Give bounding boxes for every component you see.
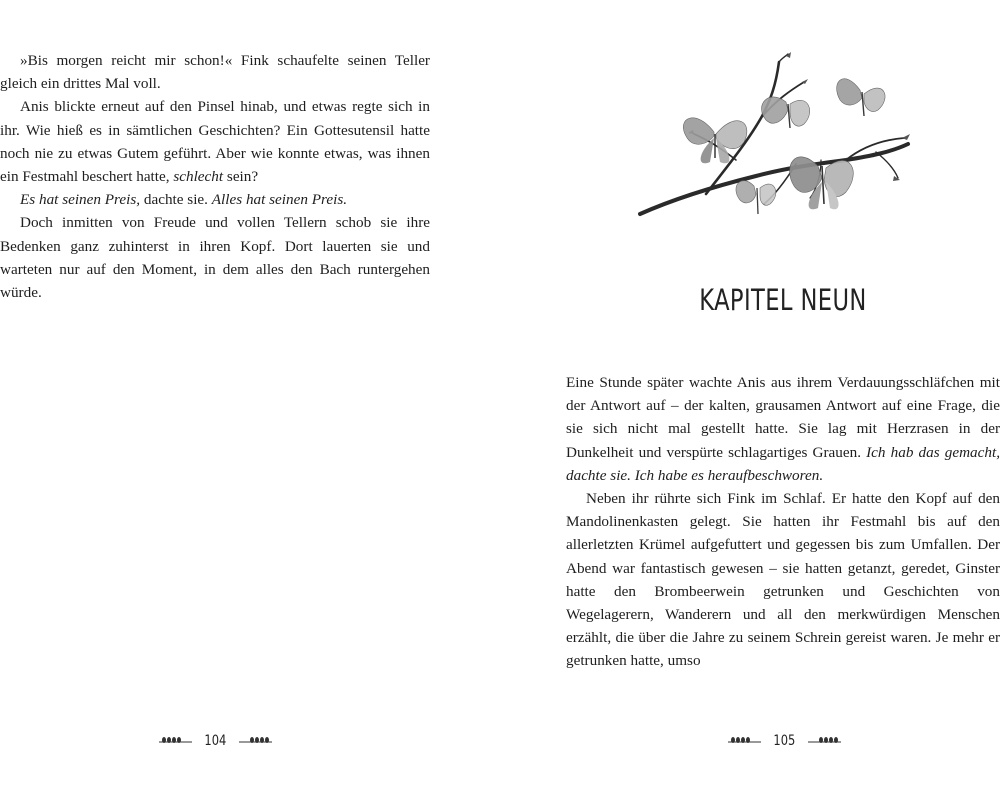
left-folio [158, 731, 273, 751]
paragraph [566, 371, 1000, 487]
right-leaf-ornament-icon [806, 735, 842, 747]
paragraph [0, 188, 430, 211]
italic-text: Ich hab das gemacht, dachte sie. Ich habe es heraufbeschworen. [566, 443, 1000, 484]
italic-text: Es hat seinen Preis, [20, 191, 141, 209]
paragraph [0, 49, 430, 95]
butterfly-2 [762, 97, 810, 128]
left-leaf-ornament-icon [727, 735, 763, 747]
left-text-block [0, 49, 430, 304]
text-run: »Bis morgen reicht mir schon!« Fink schaufelte seinen Teller gleich ein drittes Mal voll. [0, 52, 430, 93]
chapter-title: KAPITEL NEUN [699, 283, 867, 317]
text-run: Eine Stunde später wachte Anis aus ihrem Verdauungsschläfchen mit der Antwort auf – der kalten, grausamen Antwort auf eine Frage, die sie sich nicht mal gestellt hatte. Sie lag mit Herzrasen in der Dunkelheit und verspürte schlagartiges Grauen. [566, 374, 1000, 461]
text-run: Neben ihr rührte sich Fink im Schlaf. Er hatte den Kopf auf den Mandolinenkasten gelegt. Sie hatten ihr Festmahl bis auf den allerletzten Krümel aufgefuttert und gegessen bis zum Umfallen. Der Abend war fantastisch gewesen – sie hatten getanzt, geredet, Ginster hatte den Brombeerwein getrunken und Geschichten von Wegelagerern, Wanderern und all den merkwürdigen Menschen erzählt, die über die Jahre zu seinem Schrein gereist waren. Je mehr er getrunken hatte, umso [566, 490, 1000, 670]
text-run: Anis blickte erneut auf den Pinsel hinab, und etwas regte sich in ihr. Wie hieß es in sämtlichen Geschichten? Ein Gottesutensil hatte noch nie zu etwas Gutem geführt. Aber wie konnte etwas, was ihnen ein Festmahl beschert hatte, [0, 98, 430, 186]
text-run: Doch inmitten von Freude und vollen Tellern schob sie ihre Bedenken ganz zuhinterst in ihren Kopf. Dort lauerten sie und warteten nur auf den Moment, in dem alles den Bach runtergehen würde. [0, 214, 430, 302]
italic-text: schlecht [173, 168, 224, 186]
right-folio [727, 731, 842, 751]
page-number-right: 105 [773, 733, 796, 749]
butterfly-branch-illustration [636, 48, 926, 248]
paragraph [566, 487, 1000, 673]
text-run: sein? [223, 168, 259, 186]
left-leaf-ornament-icon [158, 735, 194, 747]
right-text-block [566, 371, 1000, 673]
right-leaf-ornament-icon [237, 735, 273, 747]
text-run: dachte sie. [140, 191, 212, 209]
butterfly-5 [736, 181, 776, 214]
butterfly-1 [683, 118, 747, 163]
italic-text: Alles hat seinen Preis. [211, 191, 348, 209]
butterfly-3 [837, 79, 885, 116]
left-page [0, 0, 430, 800]
paragraph [0, 95, 430, 188]
paragraph [0, 211, 430, 304]
page-number-left: 104 [204, 733, 227, 749]
